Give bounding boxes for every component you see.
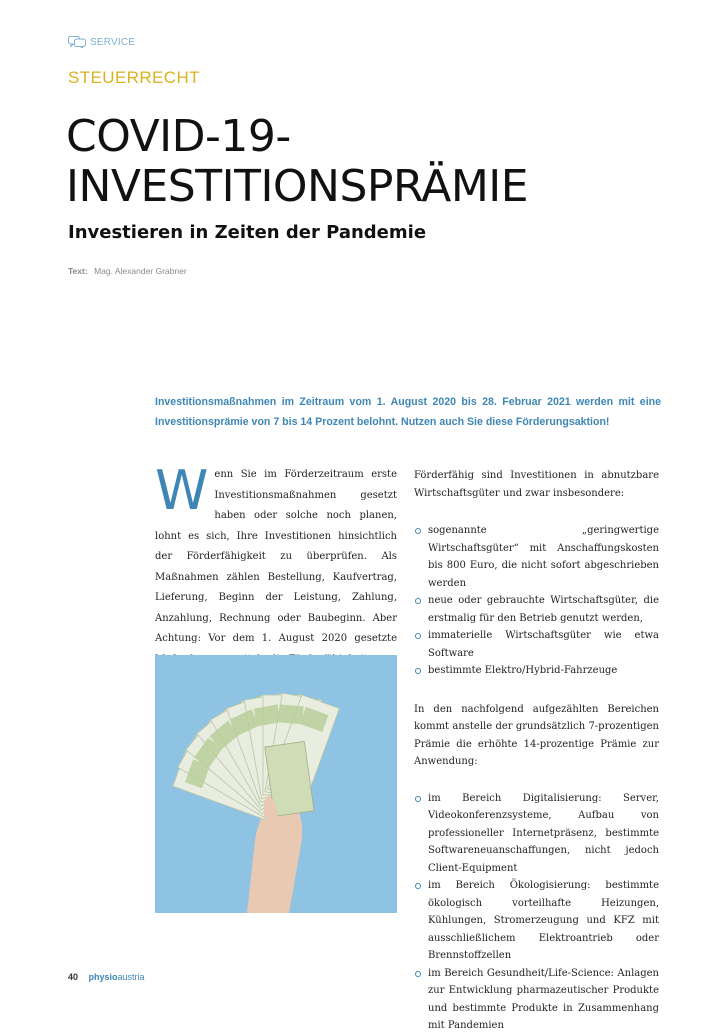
page-footer	[68, 972, 145, 982]
list-item: im Bereich Digitalisierung: Server, Videokonferenzsysteme, Aufbau von professioneller Internetpräsenz, bestimmte Softwareneuanschaffungen, nicht jedoch Client-Equipment	[414, 790, 659, 878]
lead-paragraph: Investitionsmaßnahmen im Zeitraum vom 1. August 2020 bis 28. Februar 2021 werden mit eine Investitionsprämie von 7 bis 14 Prozent belohnt. Nutzen auch Sie diese Förderungsaktion!	[155, 396, 661, 428]
drop-cap: W	[155, 459, 209, 522]
article-title-line-1: COVID-19-	[66, 111, 291, 162]
chat-bubbles-icon	[68, 36, 86, 48]
body-right-para-2: In den nachfolgend aufgezählten Bereichen kommt anstelle der grundsätzlich 7-prozentigen Prämie die erhöhte 14-prozentige Prämie zur Anwendung:	[414, 703, 659, 767]
byline	[68, 266, 187, 276]
hand-holding-euro-notes-image	[155, 655, 397, 913]
eligible-goods-list	[414, 522, 659, 680]
money-photo	[155, 655, 397, 913]
body-column-right	[414, 467, 659, 1035]
brand-name-rest: austria	[117, 972, 145, 982]
page-number: 40	[68, 972, 79, 982]
body-column-left	[155, 459, 397, 670]
increased-premium-list	[414, 790, 659, 1035]
list-item: im Bereich Ökologisierung: bestimmte ökologisch vorteilhafte Heizungen, Kühlungen, Stromerzeugung und KFZ mit ausschließlichem Elektroantrieb oder Brennstoffzellen	[414, 877, 659, 965]
category-label: STEUERRECHT	[68, 68, 200, 87]
byline-author: Mag. Alexander Grabner	[94, 266, 187, 276]
body-right-intro: Förderfähig sind Investitionen in abnutzbare Wirtschaftsgüter und zwar insbesondere:	[414, 470, 659, 499]
article-title-line-2: INVESTITIONSPRÄMIE	[66, 161, 529, 212]
section-label-text: SERVICE	[90, 36, 136, 48]
list-item: immaterielle Wirtschaftsgüter wie etwa Software	[414, 627, 659, 662]
section-label	[68, 34, 135, 50]
list-item: neue oder gebrauchte Wirtschaftsgüter, die erstmalig für den Betrieb genutzt werden,	[414, 592, 659, 627]
byline-label: Text:	[68, 266, 88, 276]
list-item: im Bereich Gesundheit/Life-Science: Anlagen zur Entwicklung pharmazeutischer Produkte und bestimmte Produkte in Zusammenhang mit Pandemien	[414, 965, 659, 1035]
body-text-left: enn Sie im Förderzeitraum erste Investitionsmaßnahmen gesetzt haben oder solche noch planen, lohnt es sich, Ihre Investitionen hinsichtlich der Förderfähigkeit zu überprüfen. Als Maßnahmen zählen Bestellung, Kaufvertrag, Lieferung, Beginn der Leistung, Zahlung, Anzahlung, Rechnung oder Baubeginn. Aber Achtung: Vor dem 1. August 2020 gesetzte	[155, 469, 397, 644]
article-title	[66, 112, 528, 212]
list-item: bestimmte Elektro/Hybrid-Fahrzeuge	[414, 662, 659, 680]
article-subtitle: Investieren in Zeiten der Pandemie	[68, 222, 427, 243]
list-item: sogenannte „geringwertige Wirtschaftsgüter“ mit Anschaffungskosten bis 800 Euro, die nicht sofort abgeschrieben werden	[414, 522, 659, 592]
brand-name-bold: physio	[88, 972, 118, 982]
